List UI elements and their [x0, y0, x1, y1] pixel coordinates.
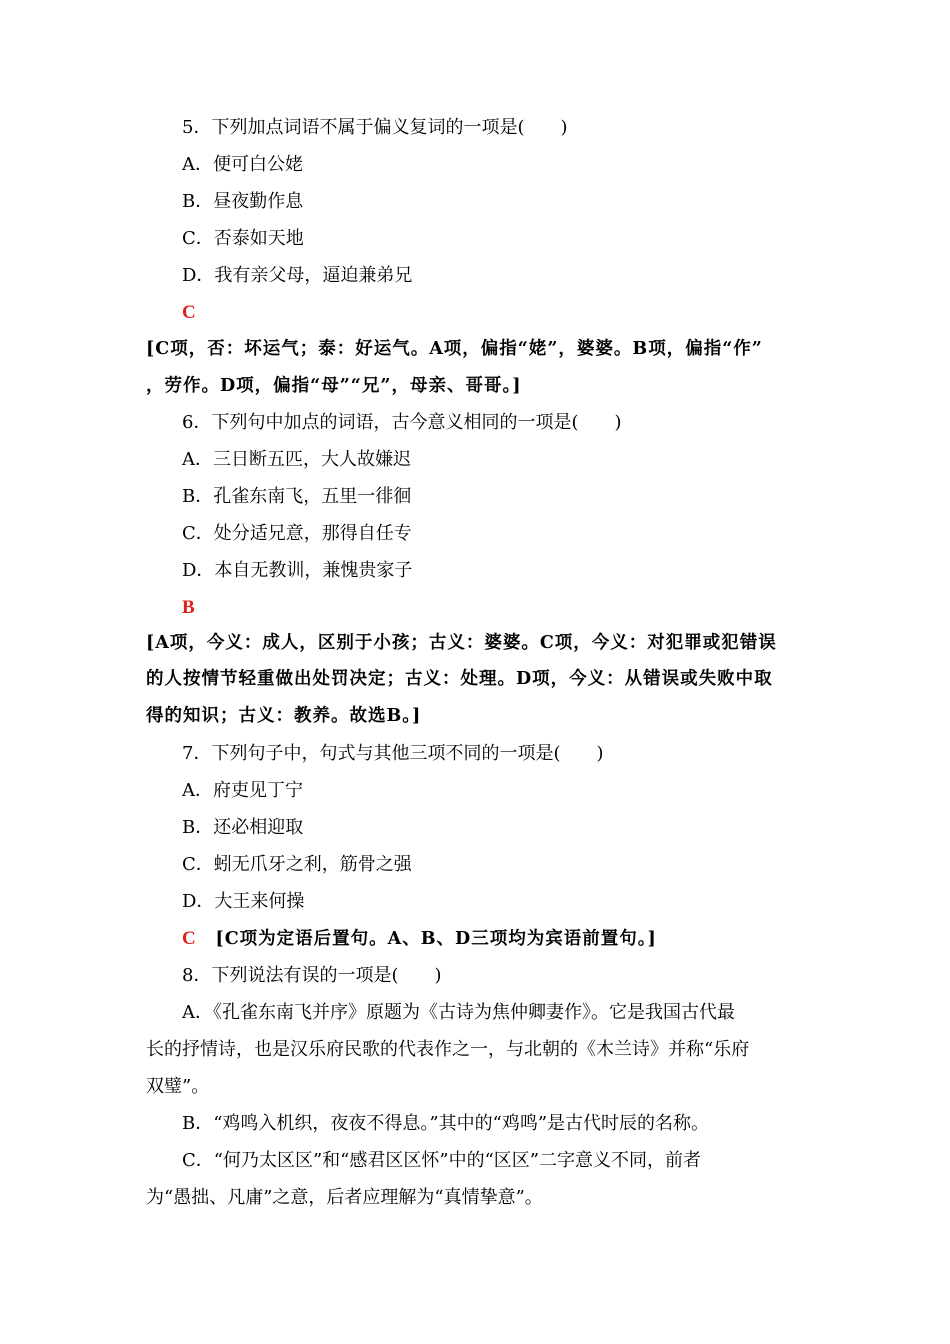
- q6-option-a: A．三日断五匹，大人故嫌迟: [182, 449, 411, 470]
- q5-explanation-line-2: ，劳作。D项，偏指“母”“兄”，母亲、哥哥。]: [146, 376, 522, 396]
- q6-stem: 6．下列句中加点的词语，古今意义相同的一项是( ): [182, 412, 622, 433]
- q5-option-d: D．我有亲父母，逼迫兼弟兄: [182, 265, 413, 286]
- q6-explanation-line-2: 的人按情节轻重做出处罚决定；古义：处理。D项，今义：从错误或失败中取: [146, 669, 773, 689]
- q7-option-c: C．蚓无爪牙之利，筋骨之强: [182, 854, 412, 875]
- q7-option-b: B．还必相迎取: [182, 817, 304, 838]
- q6-explanation-line-3: 得的知识；古义：教养。故选B。]: [146, 706, 422, 726]
- q7-explanation: [C项为定语后置句。A、B、D三项均为宾语前置句。]: [215, 929, 657, 949]
- q7-stem: 7．下列句子中，句式与其他三项不同的一项是( ): [182, 743, 604, 764]
- q5-stem: 5．下列加点词语不属于偏义复词的一项是( ): [182, 117, 568, 138]
- q5-option-a: A．便可白公姥: [182, 154, 303, 175]
- q8-option-c-line-2: 为“愚拙、凡庸”之意，后者应理解为“真情挚意”。: [146, 1187, 543, 1208]
- q8-option-b: B．“鸡鸣入机织，夜夜不得息。”其中的“鸡鸣”是古代时辰的名称。: [182, 1113, 710, 1134]
- q8-option-a-line-2: 长的抒情诗，也是汉乐府民歌的代表作之一，与北朝的《木兰诗》并称“乐府: [146, 1039, 750, 1060]
- q7-answer-row: [182, 927, 806, 951]
- q6-answer: B: [182, 597, 195, 618]
- q6-explanation-line-1: [A项，今义：成人，区别于小孩；古义：婆婆。C项，今义：对犯罪或犯错误: [146, 633, 777, 653]
- q5-answer: C: [182, 302, 196, 323]
- q6-option-c: C．处分适兄意，那得自任专: [182, 523, 412, 544]
- q5-explanation-line-1: [C项，否：坏运气；泰：好运气。A项，偏指“姥”，婆婆。B项，偏指“作”: [146, 339, 763, 359]
- q8-stem: 8．下列说法有误的一项是( ): [182, 965, 442, 986]
- q8-option-c-line-1: C．“何乃太区区”和“感君区区怀”中的“区区”二字意义不同，前者: [182, 1150, 701, 1171]
- q7-option-d: D．大王来何操: [182, 891, 305, 912]
- q5-option-c: C．否泰如天地: [182, 228, 304, 249]
- q5-option-b: B．昼夜勤作息: [182, 191, 304, 212]
- q6-option-b: B．孔雀东南飞，五里一徘徊: [182, 486, 412, 507]
- q8-option-a-line-3: 双璧”。: [146, 1076, 210, 1097]
- q8-option-a-line-1: A．《孔雀东南飞并序》原题为《古诗为焦仲卿妻作》。它是我国古代最: [182, 1002, 735, 1023]
- q6-option-d: D．本自无教训，兼愧贵家子: [182, 560, 413, 581]
- q7-answer: C: [182, 928, 196, 949]
- q7-option-a: A．府吏见丁宁: [182, 780, 303, 801]
